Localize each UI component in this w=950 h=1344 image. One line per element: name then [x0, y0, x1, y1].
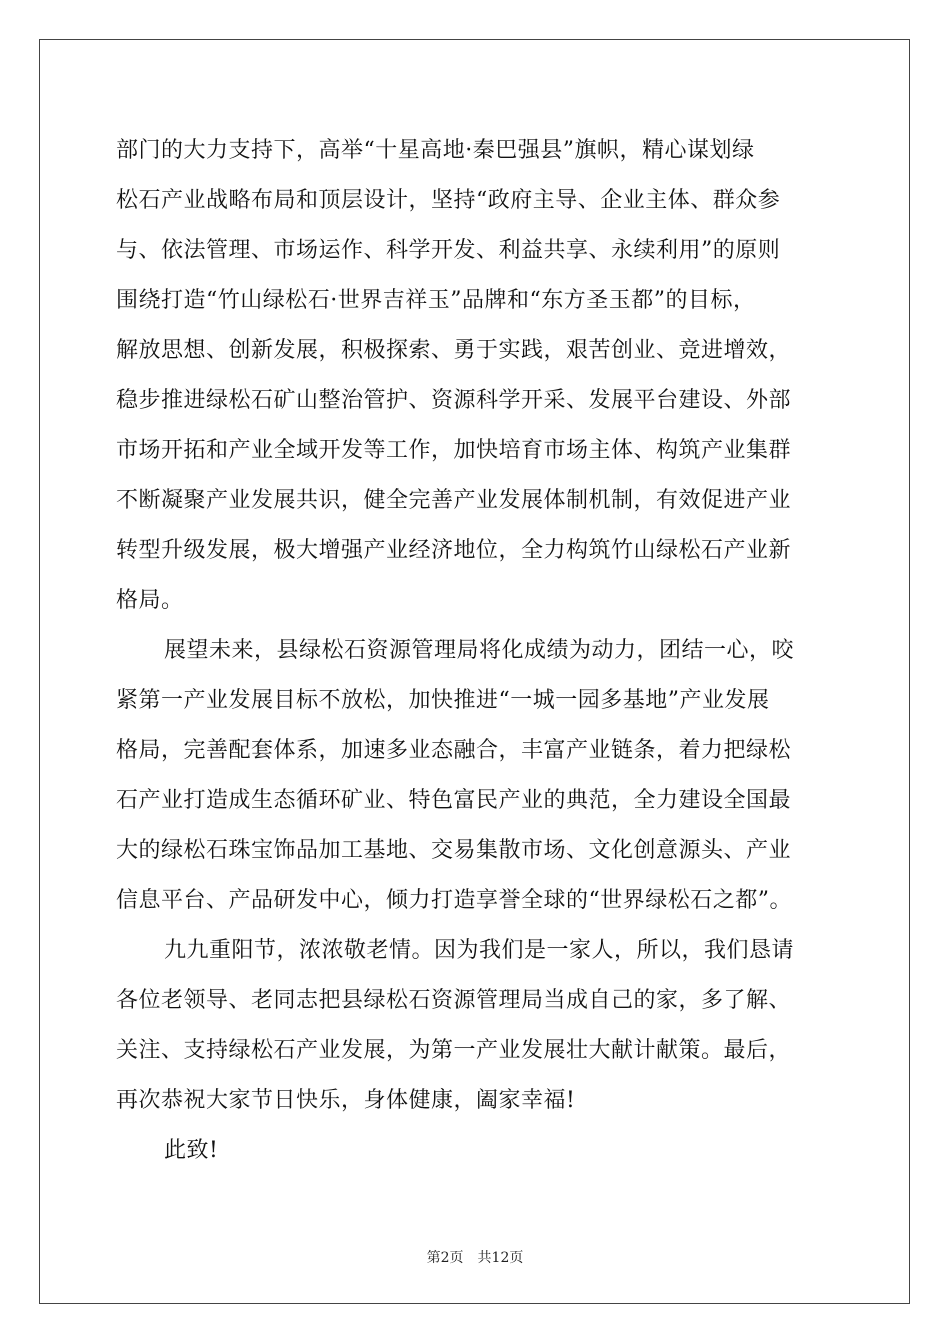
text-line: 再次恭祝大家节日快乐，身体健康，阖家幸福! — [116, 1088, 576, 1113]
text-line: 围绕打造“竹山绿松石·世界吉祥玉”品牌和“东方圣玉都”的目标， — [116, 288, 756, 313]
text-line: 各位老领导、老同志把县绿松石资源管理局当成自己的家，多了解、 — [116, 988, 792, 1013]
text-line: 展望未来，县绿松石资源管理局将化成绩为动力，团结一心，咬 — [164, 638, 795, 663]
paragraph-3 — [116, 926, 836, 1126]
text-line: 信息平台、产品研发中心，倾力打造享誉全球的“世界绿松石之都”。 — [116, 888, 792, 913]
paragraph-2 — [116, 626, 836, 926]
text-line: 稳步推进绿松石矿山整治管护、资源科学开采、发展平台建设、外部 — [116, 388, 792, 413]
text-line: 与、依法管理、市场运作、科学开发、利益共享、永续利用”的原则 — [116, 238, 781, 263]
paragraph-1 — [116, 126, 836, 626]
page-footer — [0, 1247, 950, 1267]
text-line: 格局。 — [116, 588, 184, 613]
text-line: 不断凝聚产业发展共识，健全完善产业发展体制机制，有效促进产业 — [116, 488, 792, 513]
text-line: 市场开拓和产业全域开发等工作，加快培育市场主体、构筑产业集群 — [116, 438, 792, 463]
text-line: 紧第一产业发展目标不放松，加快推进“一城一园多基地”产业发展 — [116, 688, 770, 713]
text-line: 此致! — [164, 1138, 219, 1163]
text-line: 转型升级发展，极大增强产业经济地位，全力构筑竹山绿松石产业新 — [116, 538, 792, 563]
text-line: 九九重阳节，浓浓敬老情。因为我们是一家人，所以，我们恳请 — [164, 938, 795, 963]
text-line: 石产业打造成生态循环矿业、特色富民产业的典范，全力建设全国最 — [116, 788, 792, 813]
document-body — [116, 126, 836, 1176]
page-number: 第2页 — [426, 1250, 464, 1266]
text-line: 松石产业战略布局和顶层设计，坚持“政府主导、企业主体、群众参 — [116, 188, 781, 213]
text-line: 格局，完善配套体系，加速多业态融合，丰富产业链条，着力把绿松 — [116, 738, 792, 763]
text-line: 部门的大力支持下，高举“十星高地·秦巴强县”旗帜，精心谋划绿 — [116, 138, 755, 163]
paragraph-4 — [116, 1126, 836, 1176]
text-line: 大的绿松石珠宝饰品加工基地、交易集散市场、文化创意源头、产业 — [116, 838, 792, 863]
text-line: 解放思想、创新发展，积极探索、勇于实践，艰苦创业、竞进增效， — [116, 338, 792, 363]
page-total: 共12页 — [477, 1250, 524, 1266]
text-line: 关注、支持绿松石产业发展，为第一产业发展壮大献计献策。最后， — [116, 1038, 792, 1063]
